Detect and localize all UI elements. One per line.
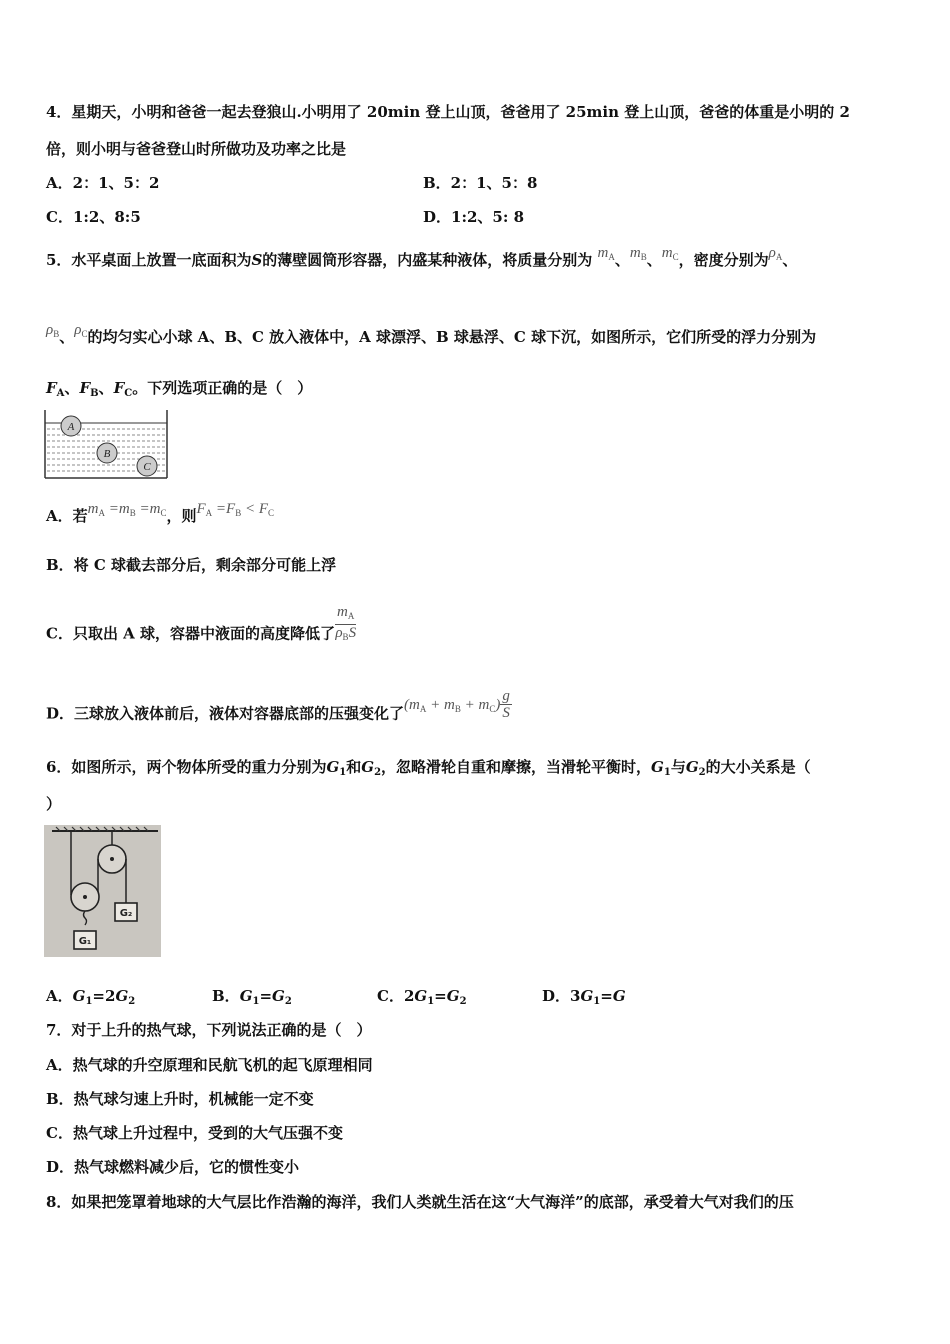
ball-b-label: B [103, 448, 111, 460]
pressure-change-expr: $(m_A + m_B + m_C)$ [404, 696, 501, 714]
q5-option-d: D．三球放入液体前后，液体对容器底部的压强变化了$(m_A + m_B + m_C)$ $\frac{g}{S}$ [46, 688, 510, 723]
q6-option-d: D．$3G_1=G$ [542, 987, 626, 1007]
mass-c-symbol: $m_C$ [661, 245, 679, 262]
density-a-symbol: $\rho_A$ [768, 245, 783, 262]
q4-option-a: A．2：1、5：2 [46, 174, 160, 192]
mass-a-symbol: $m_A$ [597, 245, 615, 262]
q4-options-row2 [46, 207, 525, 227]
height-drop-fraction: $\frac{m_A}{\rho_BS}$ [335, 604, 357, 642]
density-c-symbol: $\rho_C$ [74, 322, 88, 339]
q6-stem-line1: 6．如图所示，两个物体所受的重力分别为$G_1$和$G_2$，忽略滑轮自重和摩擦，当滑轮平衡时，$G_1$与$G_2$的大小关系是（ [46, 758, 811, 778]
weight-g2-label: G₂ [119, 908, 133, 919]
q5-option-c: C．只取出 A 球，容器中液面的高度降低了 $\frac{m_A}{\rho_BS}$ [46, 614, 356, 655]
ball-c-label: C [143, 461, 151, 473]
density-b-symbol: $\rho_B$ [46, 322, 60, 339]
q5-option-b: B．将 C 球截去部分后，剩余部分可能上浮 [46, 556, 337, 574]
q6-options [46, 986, 626, 1012]
q4-stem-line1: 4．星期天，小明和爸爸一起去登狼山.小明用了 20min 登上山顶，爸爸用了 25min 登上山顶，爸爸的体重是小明的 2 [46, 103, 850, 121]
q7-option-b: B．热气球匀速上升时，机械能一定不变 [46, 1090, 314, 1108]
q7-option-c: C．热气球上升过程中，受到的大气压强不变 [46, 1124, 343, 1142]
q8-stem-line1: 8．如果把笼罩着地球的大气层比作浩瀚的海洋，我们人类就生活在这“大气海洋”的底部，承受着大气对我们的压 [46, 1193, 794, 1211]
ball-a-label: A [67, 421, 75, 433]
weight-g1-label: G₁ [78, 936, 92, 947]
q7-stem: 7．对于上升的热气球，下列说法正确的是（ ） [46, 1021, 372, 1039]
q4-options-row1 [46, 173, 538, 193]
q5-stem-line2: $\rho_B$、$\rho_C$的均匀实心小球 A、B、C 放入液体中，A 球漂浮、B 球悬浮、C 球下沉，如图所示，它们所受的浮力分别为 [46, 322, 817, 346]
mass-b-symbol: $m_B$ [629, 245, 647, 262]
q4-option-b: B．2：1、5：8 [423, 174, 538, 192]
q6-pulley-figure [44, 825, 161, 957]
q5-stem-line1: 5．水平桌面上放置一底面积为S的薄壁圆筒形容器，内盛某种液体，将质量分别为 $m_A$、$m_B$、$m_C$，密度分别为$\rho_A$、 [46, 245, 798, 269]
q6-option-a: A．$G_1=2G_2$ [46, 987, 136, 1007]
q6-option-b: B．$G_1=G_2$ [212, 987, 292, 1007]
q7-option-a: A．热气球的升空原理和民航飞机的起飞原理相同 [46, 1056, 373, 1074]
q5-container-figure [44, 408, 172, 482]
q7-option-d: D．热气球燃料减少后，它的惯性变小 [46, 1158, 300, 1176]
q4-stem-line2: 倍，则小明与爸爸登山时所做功及功率之比是 [46, 140, 347, 158]
q4-option-d: D．1:2、5: 8 [423, 208, 525, 226]
q6-stem-line2: ） [46, 795, 62, 813]
q5-stem-line3: $F_A$、$F_B$、$F_C$。下列选项正确的是（ ） [46, 379, 313, 399]
q6-option-c: C．$2G_1=G_2$ [377, 987, 467, 1007]
q5-option-a: A．若$m_A =m_B =m_C$，则$F_A =F_B < F_C$ [46, 501, 275, 525]
q4-option-c: C．1:2、8:5 [46, 208, 141, 226]
